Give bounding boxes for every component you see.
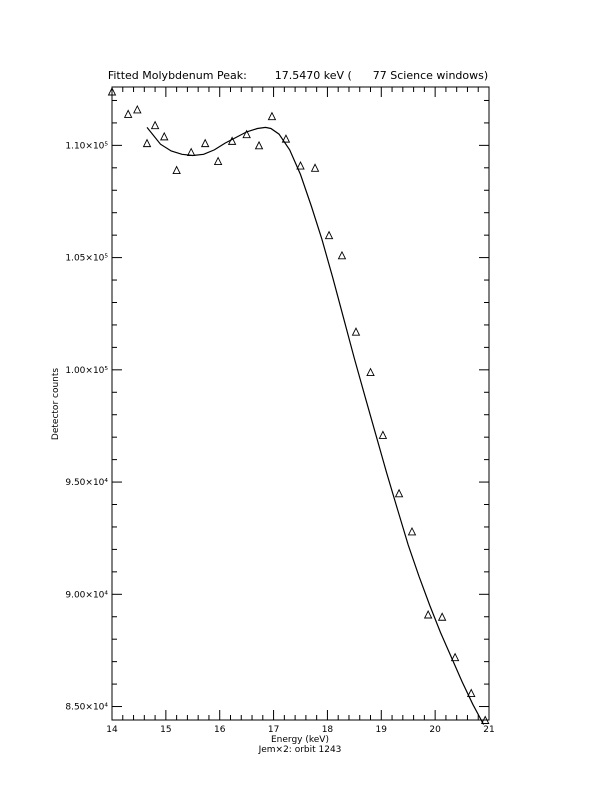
data-point-triangle bbox=[408, 528, 415, 535]
fit-line bbox=[147, 127, 484, 724]
x-tick-label: 21 bbox=[483, 725, 495, 735]
plot-frame bbox=[112, 87, 489, 720]
data-point-triangle bbox=[352, 328, 359, 335]
data-point-triangle bbox=[367, 369, 374, 376]
data-point-triangle bbox=[134, 106, 141, 113]
data-point-triangle bbox=[338, 252, 345, 259]
data-point-triangle bbox=[125, 110, 132, 117]
tick-labels bbox=[65, 141, 494, 735]
data-point-triangle bbox=[326, 232, 333, 239]
y-tick-label: 1.00×10⁵ bbox=[65, 365, 108, 376]
x-tick-label: 18 bbox=[321, 725, 334, 735]
y-tick-label: 1.10×10⁵ bbox=[65, 141, 108, 152]
x-axis-label: Energy (keV) bbox=[271, 735, 329, 745]
y-axis-label: Detector counts bbox=[51, 367, 61, 441]
data-point-triangle bbox=[152, 122, 159, 129]
data-point-triangle bbox=[161, 133, 168, 140]
y-tick-label: 9.50×10⁴ bbox=[65, 478, 108, 489]
data-point-triangle bbox=[439, 613, 446, 620]
data-points bbox=[109, 88, 489, 724]
data-point-triangle bbox=[268, 113, 275, 120]
data-point-triangle bbox=[173, 167, 180, 174]
axis-ticks bbox=[112, 87, 489, 720]
x-tick-label: 17 bbox=[267, 725, 280, 735]
x-tick-label: 19 bbox=[375, 725, 388, 735]
y-tick-label: 9.00×10⁴ bbox=[65, 590, 108, 601]
x-tick-label: 20 bbox=[429, 725, 441, 735]
data-point-triangle bbox=[379, 431, 386, 438]
x-tick-label: 14 bbox=[106, 725, 118, 735]
data-point-triangle bbox=[256, 142, 263, 149]
chart-title: Fitted Molybdenum Peak: 17.5470 keV ( 77 Science windows) bbox=[107, 69, 489, 82]
data-point-triangle bbox=[144, 140, 151, 147]
x-tick-label: 16 bbox=[213, 725, 226, 735]
x-tick-label: 15 bbox=[160, 725, 172, 735]
data-point-triangle bbox=[425, 611, 432, 618]
data-point-triangle bbox=[215, 158, 222, 165]
data-point-triangle bbox=[396, 490, 403, 497]
caption: Jem×2: orbit 1243 bbox=[258, 745, 342, 755]
data-point-triangle bbox=[312, 164, 319, 171]
data-point-triangle bbox=[202, 140, 209, 147]
y-tick-label: 8.50×10⁴ bbox=[65, 702, 108, 713]
y-tick-label: 1.05×10⁵ bbox=[65, 253, 108, 264]
